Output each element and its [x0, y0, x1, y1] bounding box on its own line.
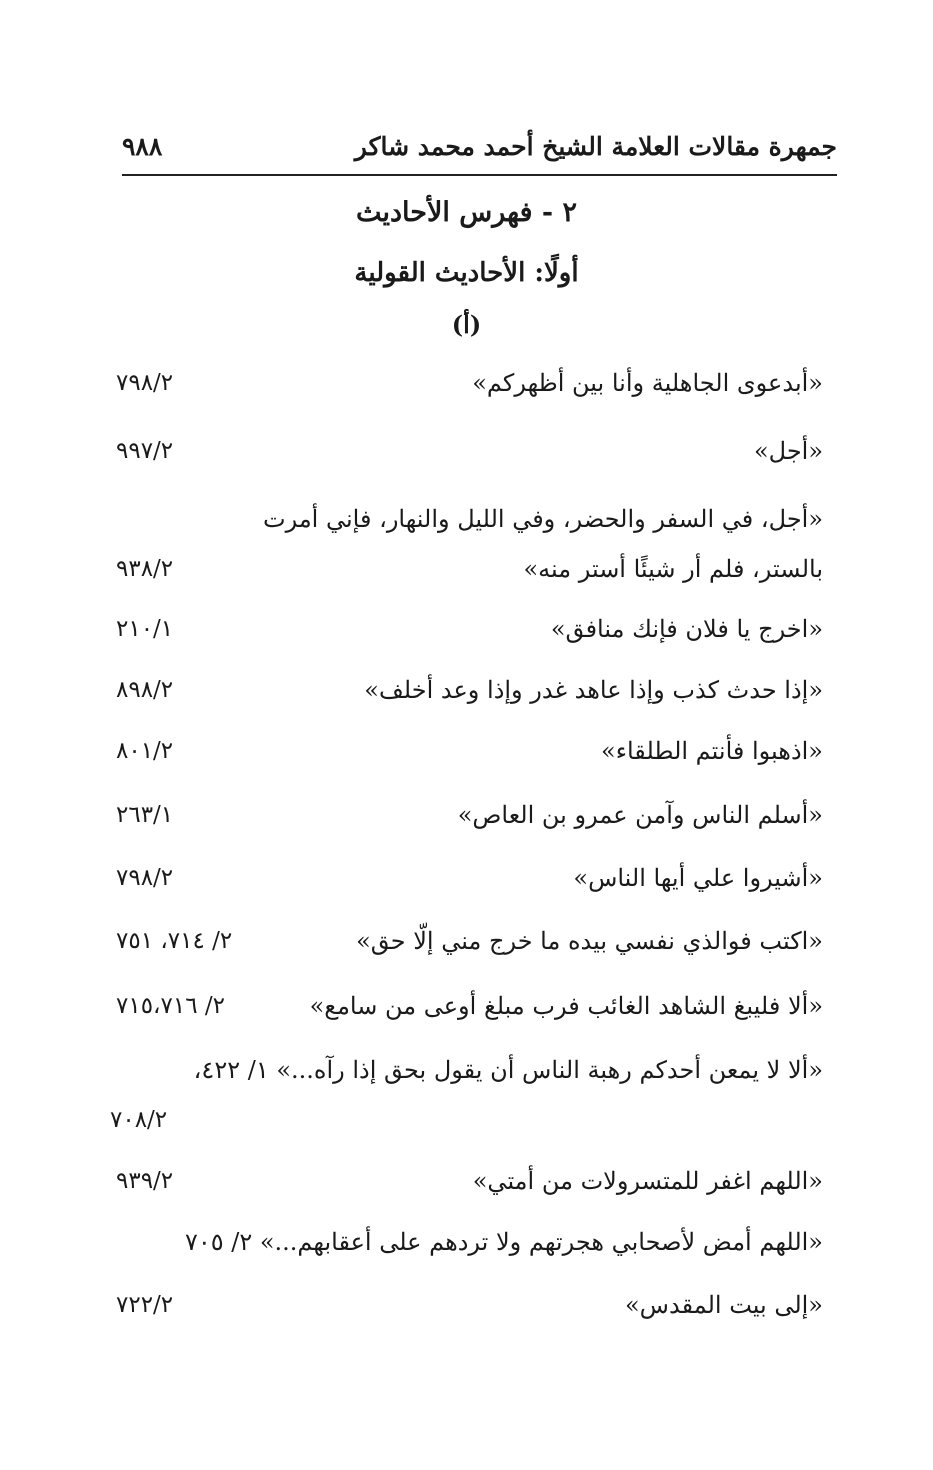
page-number: ٩٨٨ [122, 132, 163, 161]
hadith-reference: ٢/ ٧١٥،٧١٦ [116, 993, 225, 1019]
hadith-text: «اذهبوا فأنتم الطلقاء» [601, 737, 823, 765]
letter-heading: (أ) [451, 310, 482, 339]
hadith-entry [116, 1280, 823, 1330]
hadith-entry [116, 916, 823, 966]
hadith-reference: ٩٣٨/٢ [116, 556, 174, 582]
hadith-entry [116, 665, 823, 715]
hadith-entry [110, 1217, 823, 1267]
hadith-reference: ٢/ ٧١٤، ٧٥١ [116, 928, 233, 954]
hadith-entry [116, 726, 823, 776]
hadith-entry [116, 426, 823, 476]
hadith-text: «أجل» [753, 437, 823, 465]
hadith-text-line2: بالستر، فلم أر شيئًا أستر منه» [523, 555, 823, 583]
hadith-text: «أسلم الناس وآمن عمرو بن العاص» [457, 801, 823, 829]
hadith-text: «إذا حدث كذب وإذا عاهد غدر وإذا وعد أخلف» [364, 676, 823, 704]
hadith-reference: ٢٦٣/١ [116, 802, 174, 828]
hadith-text: «إلى بيت المقدس» [625, 1291, 823, 1319]
hadith-entry [116, 494, 823, 594]
hadith-reference: ٩٩٧/٢ [116, 438, 174, 464]
hadith-reference: ٨٩٨/٢ [116, 677, 174, 703]
hadith-text: «ألا لا يمعن أحدكم رهبة الناس أن يقول بحق إذا رآه...» ١/ ٤٢٢، [193, 1056, 823, 1084]
hadith-reference: ٧٠٨/٢ [110, 1107, 168, 1133]
hadith-reference: ٩٣٩/٢ [116, 1168, 174, 1194]
running-header [122, 128, 837, 172]
hadith-entry [116, 358, 823, 408]
hadith-reference: ٧٩٨/٢ [116, 865, 174, 891]
hadith-entry [116, 853, 823, 903]
hadith-entry [116, 604, 823, 654]
hadith-text: «اللهم اغفر للمتسرولات من أمتي» [472, 1167, 823, 1195]
hadith-text: «ألا فليبغ الشاهد الغائب فرب مبلغ أوعى من سامع» [309, 992, 823, 1020]
hadith-entry [116, 1156, 823, 1206]
hadith-text: «أشيروا علي أيها الناس» [573, 864, 823, 892]
header-divider [122, 174, 837, 176]
hadith-reference: ٧٩٨/٢ [116, 370, 174, 396]
hadith-text: «أبدعوى الجاهلية وأنا بين أظهركم» [472, 369, 823, 397]
section-title: ٢ - فهرس الأحاديث [356, 197, 577, 228]
hadith-reference: ٧٢٢/٢ [116, 1292, 174, 1318]
book-title: جمهرة مقالات العلامة الشيخ أحمد محمد شاكر [354, 132, 837, 161]
hadith-text: «اكتب فوالذي نفسي بيده ما خرج مني إلّا حق» [356, 927, 823, 955]
hadith-entry [116, 790, 823, 840]
hadith-reference: ٢١٠/١ [116, 616, 174, 642]
hadith-entry [110, 1045, 823, 1145]
hadith-entry [116, 981, 823, 1031]
hadith-text: «اللهم أمض لأصحابي هجرتهم ولا تردهم على أعقابهم...» ٢/ ٧٠٥ [184, 1228, 823, 1256]
subsection-title: أولًا: الأحاديث القولية [354, 258, 579, 288]
hadith-text: «اخرج يا فلان فإنك منافق» [550, 615, 823, 643]
hadith-reference: ٨٠١/٢ [116, 738, 174, 764]
hadith-text-line1: «أجل، في السفر والحضر، وفي الليل والنهار، فإني أمرت [262, 505, 823, 533]
